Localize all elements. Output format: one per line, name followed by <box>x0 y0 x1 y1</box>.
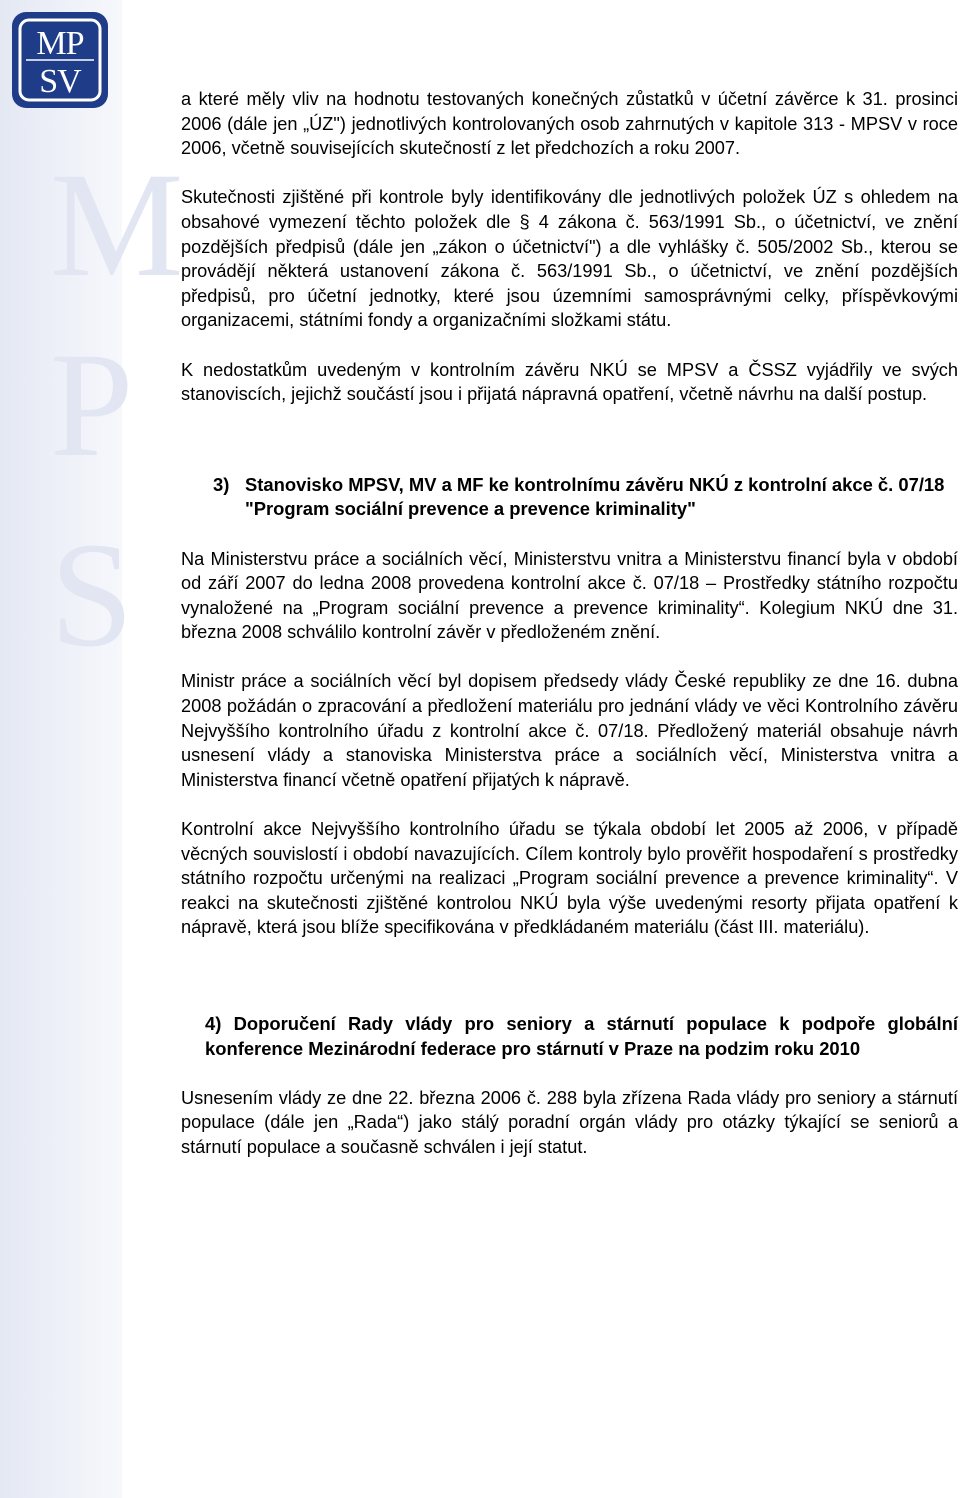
watermark-letter: M <box>50 142 180 308</box>
paragraph-control-period: Kontrolní akce Nejvyššího kontrolního úřadu se týkala období let 2005 až 2006, v případě věcných souvislostí i období navazujících. Cílem kontroly bylo prověřit hospodaření s prostředky státního rozpočtu určenými na realizaci „Program sociální prevence a prevence kriminality“. V reakci na skutečnosti zjištěné kontrolou NKÚ byla výše uvedenými resorty přijata opatření k nápravě, která jsou blíže specifikována v předkládaném materiálu (část III. materiálu). <box>181 819 958 938</box>
watermark-letter: S <box>50 512 130 678</box>
paragraph-council-resolution: Usnesením vlády ze dne 22. března 2006 č. 288 byla zřízena Rada vlády pro seniory a stárnutí populace (dále jen „Rada“) jako stálý poradní orgán vlády pro otázky týkající se seniorů a stárnutí populace a současně schválen i její statut. <box>181 1087 958 1157</box>
logo-text-top: MP <box>36 25 84 62</box>
mpsv-logo-icon <box>12 12 108 108</box>
logo-text-bottom: SV <box>39 63 81 100</box>
side-band <box>0 0 180 1498</box>
paragraph-findings: Skutečnosti zjištěné při kontrole byly identifikovány dle jednotlivých položek ÚZ s ohledem na obsahové vymezení těchto položek dle § 4 zákona č. 563/1991 Sb., o účetnictví, ve znění pozdějších předpisů (dále jen „zákon o účetnictví") a dle vyhlášky č. 505/2002 Sb., kterou se provádějí některá ustanovení zákona č. 563/1991 Sb., o účetnictví, ve znění pozdějších předpisů, pro účetní jednotky, které jsou územními samosprávnými celky, příspěvkovými organizacemi, státními fondy a organizačními složkami státu. <box>181 187 958 331</box>
section-heading-3 <box>181 473 958 522</box>
section-title: Doporučení Rady vlády pro seniory a stárnutí populace k podpoře globální konference Mezinárodní federace pro stárnutí v Praze na podzim roku 2010 <box>205 1013 958 1059</box>
paragraph-responses: K nedostatkům uvedeným v kontrolním závěru NKÚ se MPSV a ČSSZ vyjádřily ve svých stanoviscích, jejichž součástí jsou i přijatá nápravná opatření, včetně návrhu na další postup. <box>181 359 958 405</box>
watermark-letter: P <box>50 322 130 488</box>
paragraph-audit-scope: a které měly vliv na hodnotu testovaných konečných zůstatků v účetní závěrce k 31. prosinci 2006 (dále jen „ÚZ") jednotlivých kontrolovaných osob zahrnutých v kapitole 313 - MPSV v roce 2006, včetně souvisejících skutečností z let předchozích a roku 2007. <box>181 89 958 159</box>
paragraph-minister-request: Ministr práce a sociálních věcí byl dopisem předsedy vlády České republiky ze dne 16. dubna 2008 požádán o zpracování a předložení materiálu pro jednání vlády ve věci Kontrolního závěru Nejvyššího kontrolního úřadu z kontrolní akce č. 07/18. Předložený materiál obsahuje návrh usnesení vlády a stanoviska Ministerstva práce a sociálních věcí, Ministerstva vnitra a Ministerstva financí včetně opatření přijatých k nápravě. <box>181 671 958 790</box>
section-number: 4) <box>205 1013 222 1034</box>
section-heading-4 <box>181 1012 958 1061</box>
paragraph-control-action: Na Ministerstvu práce a sociálních věcí, Ministerstvu vnitra a Ministerstvu financí byla v období od září 2007 do ledna 2008 provedena kontrolní akce č. 07/18 – Prostředky státního rozpočtu vynaložené na „Program sociální prevence a prevence kriminality“. Kolegium NKÚ dne 31. března 2008 schválilo kontrolní závěr v předloženém znění. <box>181 548 958 643</box>
document-body <box>181 87 958 1160</box>
section-title: Stanovisko MPSV, MV a MF ke kontrolnímu závěru NKÚ z kontrolní akce č. 07/18 "Program sociální prevence a prevence kriminality" <box>245 473 945 520</box>
section-number: 3) <box>213 473 230 495</box>
